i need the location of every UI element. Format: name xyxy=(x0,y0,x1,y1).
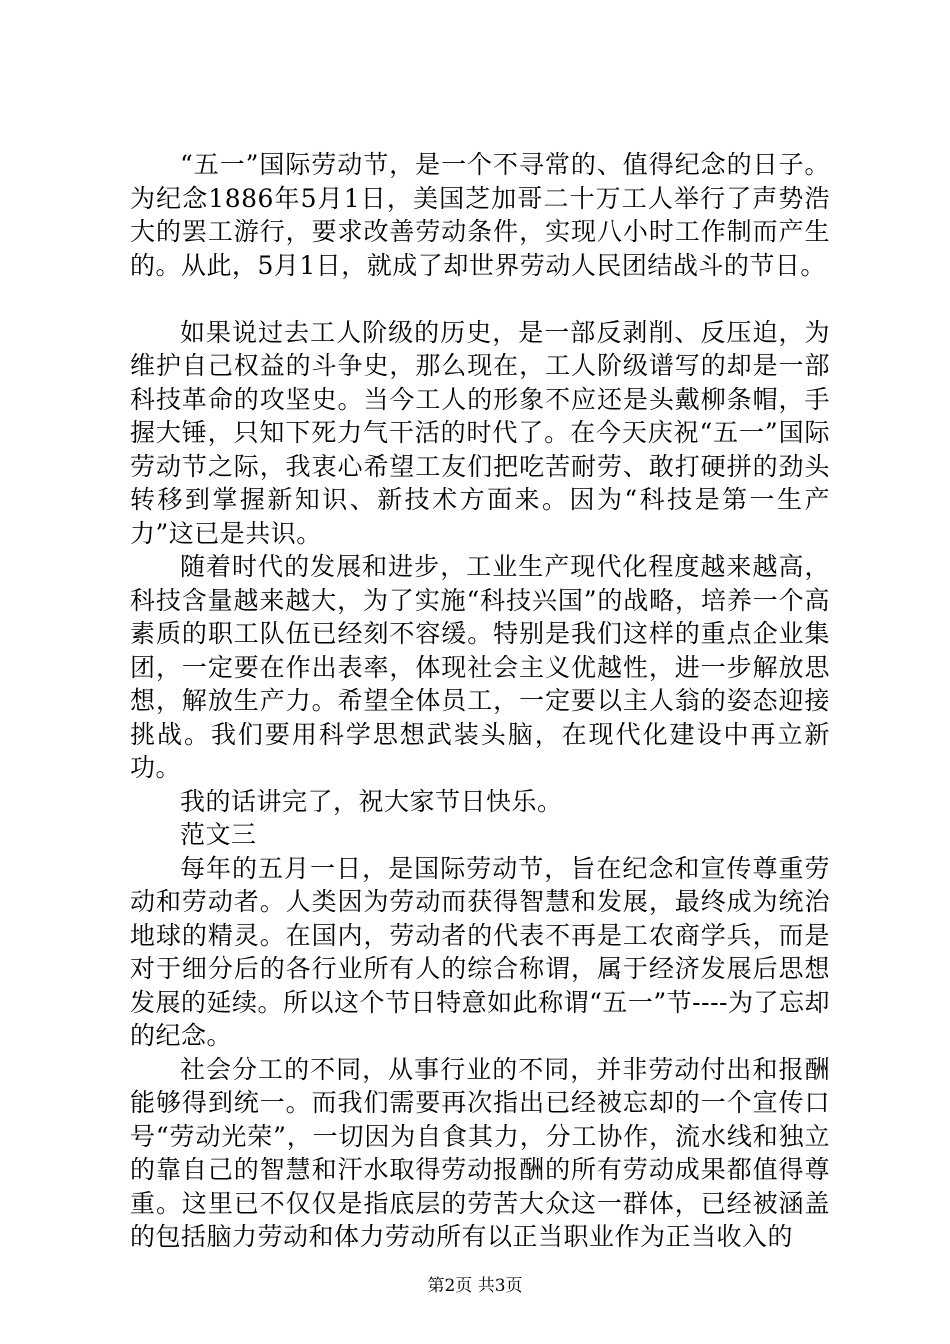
paragraph-modernization: 随着时代的发展和进步，工业生产现代化程度越来越高，科技含量越来越大，为了实施“科技兴国”的战略，培养一个高素质的职工队伍已经刻不容缓。特别是我们这样的重点企业集团，一定要在作出表率，体现社会主义优越性，进一步解放思想，解放生产力。希望全体员工，一定要以主人翁的姿态迎接挑战。我们要用科学思想武装头脑，在现代化建设中再立新功。 xyxy=(130,552,830,782)
page-number-footer: 第2页 共3页 xyxy=(427,1276,523,1296)
paragraph-closing-remark: 我的话讲完了，祝大家节日快乐。 xyxy=(180,786,563,816)
section-heading-sample-three: 范文三 xyxy=(180,820,257,849)
paragraph-working-class-history: 如果说过去工人阶级的历史，是一部反剥削、反压迫，为维护自己权益的斗争史，那么现在，工人阶级谱写的却是一部科技革命的攻坚史。当今工人的形象不应还是头戴柳条帽，手握大锤，只知下死力气干活的时代了。在今天庆祝“五一”国际劳动节之际，我衷心希望工友们把吃苦耐劳、敢打硬拼的劲头转移到掌握新知识、新技术方面来。因为“科技是第一生产力”这已是共识。 xyxy=(130,317,830,548)
paragraph-labor-day-meaning: 每年的五月一日，是国际劳动节，旨在纪念和宣传尊重劳动和劳动者。人类因为劳动而获得智慧和发展，最终成为统治地球的精灵。在国内，劳动者的代表不再是工农商学兵，而是对于细分后的各行业所有人的综合称谓，属于经济发展后思想发展的延续。所以这个节日特意如此称谓“五一”节----为了忘却的纪念。 xyxy=(130,853,830,1050)
paragraph-may-day-origin: “五一”国际劳动节，是一个不寻常的、值得纪念的日子。为纪念1886年5月1日，美国芝加哥二十万工人举行了声势浩大的罢工游行，要求改善劳动条件，实现八小时工作制而产生的。从此，5月1日，就成了却世界劳动人民团结战斗的节日。 xyxy=(130,150,830,280)
paragraph-division-of-labor: 社会分工的不同，从事行业的不同，并非劳动付出和报酬能够得到统一。而我们需要再次指出已经被忘却的一个宣传口号“劳动光荣”，一切因为自食其力，分工协作，流水线和独立的靠自己的智慧和汗水取得劳动报酬的所有劳动成果都值得尊重。这里已不仅仅是指底层的劳苦大众这一群体，已经被涵盖的包括脑力劳动和体力劳动所有以正当职业作为正当收入的 xyxy=(130,1054,830,1251)
document-body xyxy=(130,148,830,1254)
